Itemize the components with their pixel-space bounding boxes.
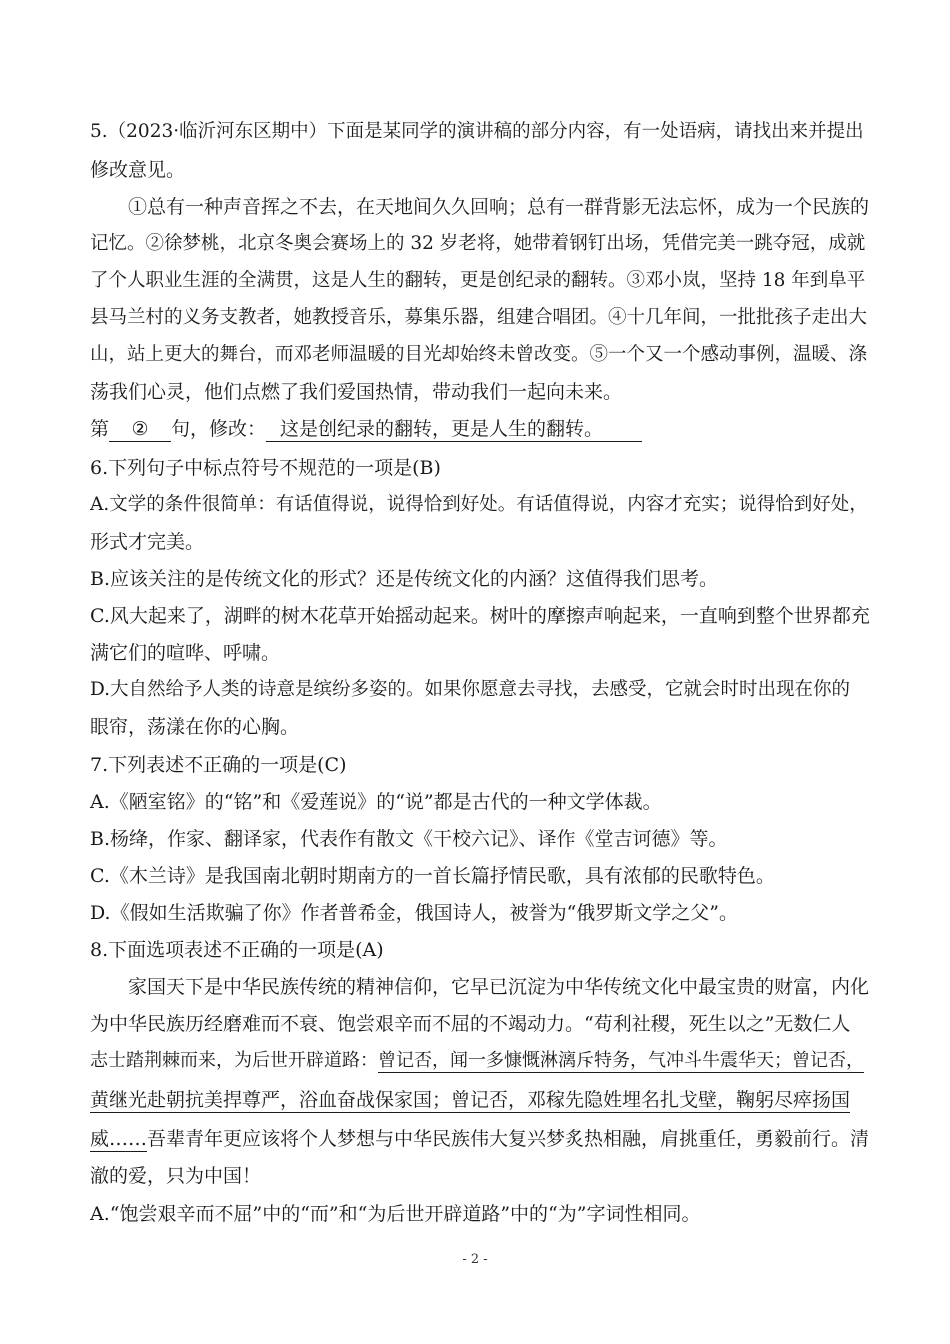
q5-stem-line2: 修改意见。 bbox=[90, 159, 186, 181]
q8-passage-line bbox=[90, 1088, 870, 1112]
q7-option-line: B.杨绛，作家、翻译家，代表作有散文《干校六记》、译作《堂吉诃德》等。 bbox=[90, 828, 728, 850]
q5-passage-line: 了个人职业生涯的全满贯，这是人生的翻转，更是创纪录的翻转。③邓小岚，坚持 18 年到阜平 bbox=[90, 270, 866, 291]
answer-prefix: 第 bbox=[90, 418, 110, 440]
q6-stem: 6.下列句子中标点符号不规范的一项是(B) bbox=[90, 457, 441, 479]
q8-passage-text: 吾辈青年更应该将个人梦想与中华民族伟大复兴梦炙热相融，肩挑重任，勇毅前行。清 bbox=[147, 1128, 870, 1150]
q6-option-line: D.大自然给予人类的诗意是缤纷多姿的。如果你愿意去寻找，去感受，它就会时时出现在你的 bbox=[90, 679, 851, 700]
q8-stem: 8.下面选项表述不正确的一项是(A) bbox=[90, 939, 384, 961]
q8-option-a: A.“饱尝艰辛而不屈”中的“而”和“为后世开辟道路”中的“为”字词性相同。 bbox=[90, 1203, 701, 1225]
q6-option-line: 满它们的喧哗、呼啸。 bbox=[90, 642, 281, 664]
q8-passage-line bbox=[90, 1049, 870, 1073]
q6-option-line: B.应该关注的是传统文化的形式？还是传统文化的内涵？这值得我们思考。 bbox=[90, 568, 719, 590]
answer-mid-label: 句，修改： bbox=[171, 418, 267, 440]
answer-revision-text: 这是创纪录的翻转，更是人生的翻转。 bbox=[266, 417, 642, 442]
q6-option-line: C.风大起来了，湖畔的树木花草开始摇动起来。树叶的摩擦声响起来，一直响到整个世界都充 bbox=[90, 605, 870, 627]
q5-passage-line: 荡我们心灵，他们点燃了我们爱国热情，带动我们一起向未来。 bbox=[90, 381, 623, 403]
q6-option-line: 眼帘，荡漾在你的心胸。 bbox=[90, 716, 300, 738]
q8-underlined-text: 威…… bbox=[90, 1128, 148, 1150]
answer-sentence-number: ② bbox=[109, 417, 171, 442]
q5-passage-line: 山，站上更大的舞台，而邓老师温暖的目光却始终未曾改变。⑤一个又一个感动事例，温暖、涤 bbox=[90, 344, 868, 365]
q5-passage-line: ①总有一种声音挥之不去，在天地间久久回响；总有一群背影无法忘怀，成为一个民族的 bbox=[128, 196, 870, 218]
q8-passage-line: 澈的爱，只为中国！ bbox=[90, 1165, 262, 1187]
q8-passage-text: 志士踏荆棘而来，为后世开辟道路： bbox=[90, 1050, 378, 1071]
page-number: - 2 - bbox=[462, 1252, 488, 1267]
q7-option-line: D.《假如生活欺骗了你》作者普希金，俄国诗人，被誉为“俄罗斯文学之父”。 bbox=[90, 902, 739, 924]
q8-passage-line bbox=[90, 1127, 870, 1151]
q8-passage-line: 家国天下是中华民族传统的精神信仰，它早已沉淀为中华传统文化中最宝贵的财富，内化 bbox=[128, 976, 870, 998]
q6-option-line: A.文学的条件很简单：有话值得说，说得恰到好处。有话值得说，内容才充实；说得恰到好处， bbox=[90, 494, 868, 515]
q6-option-line: 形式才完美。 bbox=[90, 531, 205, 553]
q5-answer-line bbox=[90, 417, 870, 442]
q5-passage-line: 县马兰村的义务支教者，她教授音乐，募集乐器，组建合唱团。④十几年间，一批批孩子走出大 bbox=[90, 307, 868, 328]
q7-option-line: A.《陋室铭》的“铭”和《爱莲说》的“说”都是古代的一种文学体裁。 bbox=[90, 791, 662, 813]
q8-underlined-text: 黄继光赴朝抗美捍尊严，浴血奋战保家国；曾记否，邓稼先隐姓埋名扎戈壁，鞠躬尽瘁扬国 bbox=[90, 1089, 851, 1111]
q8-passage-line: 为中华民族历经磨难而不衰、饱尝艰辛而不屈的不竭动力。“苟利社稷，死生以之”无数仁人 bbox=[90, 1013, 851, 1035]
q5-stem-line1: 5.（2023·临沂河东区期中）下面是某同学的演讲稿的部分内容，有一处语病，请找出来并提出 bbox=[90, 121, 864, 142]
q7-option-line: C.《木兰诗》是我国南北朝时期南方的一首长篇抒情民歌，具有浓郁的民歌特色。 bbox=[90, 865, 775, 887]
q7-stem: 7.下列表述不正确的一项是(C) bbox=[90, 754, 347, 776]
q8-underlined-text: 曾记否，闻一多慷慨淋漓斥特务，气冲斗牛震华天；曾记否， bbox=[378, 1050, 864, 1071]
q5-passage-line: 记忆。②徐梦桃，北京冬奥会赛场上的 32 岁老将，她带着钢钉出场，凭借完美一跳夺冠，成就 bbox=[90, 233, 866, 254]
